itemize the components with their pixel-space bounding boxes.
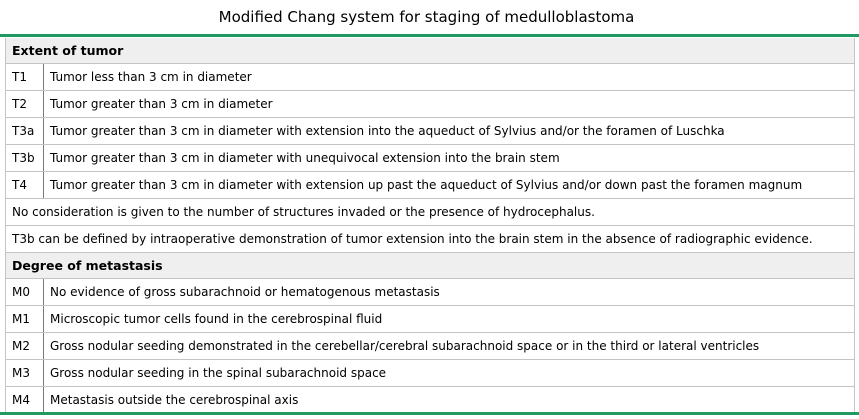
section-header-extent: Extent of tumor — [6, 38, 854, 64]
stage-code: M4 — [6, 387, 44, 412]
bottom-divider — [0, 412, 859, 415]
footnote-row — [6, 199, 854, 226]
stage-code: T2 — [6, 91, 44, 117]
footnote-row — [6, 226, 854, 253]
stage-code: T4 — [6, 172, 44, 198]
stage-code: M1 — [6, 306, 44, 332]
section-header-metastasis: Degree of metastasis — [6, 253, 854, 279]
stage-code: T3a — [6, 118, 44, 144]
stage-code: T3b — [6, 145, 44, 171]
table-row — [6, 306, 854, 333]
footnote-text: No consideration is given to the number of structures invaded or the presence of hydrocephalus. — [12, 205, 595, 219]
page-title: Modified Chang system for staging of medulloblastoma — [218, 8, 635, 26]
table-row — [6, 360, 854, 387]
stage-code: T1 — [6, 64, 44, 90]
table-row — [6, 279, 854, 306]
stage-description: Tumor less than 3 cm in diameter — [50, 70, 252, 84]
stage-description: Microscopic tumor cells found in the cerebrospinal fluid — [50, 312, 383, 326]
stage-description: Gross nodular seeding demonstrated in the cerebellar/cerebral subarachnoid space or in the third or lateral ventricles — [50, 339, 760, 353]
stage-description: Tumor greater than 3 cm in diameter with unequivocal extension into the brain stem — [50, 151, 560, 165]
table-row — [6, 64, 854, 91]
stage-description: Tumor greater than 3 cm in diameter with extension into the aqueduct of Sylvius and/or the foramen of Luschka — [50, 124, 725, 138]
stage-code: M0 — [6, 279, 44, 305]
stage-description: Gross nodular seeding in the spinal subarachnoid space — [50, 366, 387, 380]
table-row — [6, 333, 854, 360]
table-row — [6, 118, 854, 145]
stage-code: M3 — [6, 360, 44, 386]
table-row — [6, 145, 854, 172]
stage-description: Metastasis outside the cerebrospinal axis — [50, 393, 299, 407]
stage-description: Tumor greater than 3 cm in diameter with extension up past the aqueduct of Sylvius and/or down past the foramen magnum — [50, 178, 803, 192]
top-divider — [0, 34, 859, 37]
table-row — [6, 387, 854, 412]
footnote-text: T3b can be defined by intraoperative demonstration of tumor extension into the brain stem in the absence of radiographic evidence. — [12, 232, 813, 246]
table-row — [6, 172, 854, 199]
table-row — [6, 91, 854, 118]
stage-description: Tumor greater than 3 cm in diameter — [50, 97, 273, 111]
staging-table — [5, 38, 855, 412]
stage-code: M2 — [6, 333, 44, 359]
stage-description: No evidence of gross subarachnoid or hematogenous metastasis — [50, 285, 440, 299]
